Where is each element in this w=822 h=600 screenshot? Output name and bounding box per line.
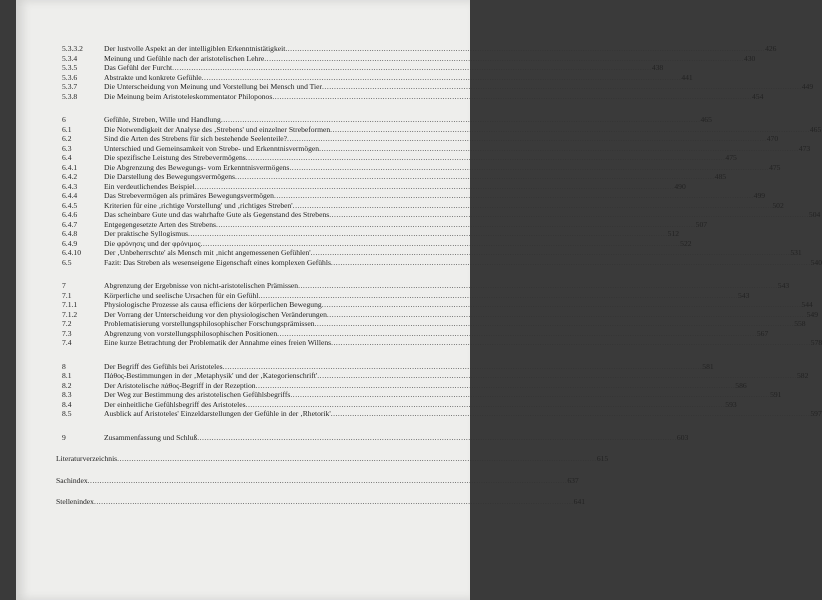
toc-entry-page: 593	[725, 399, 737, 409]
toc-entry-title: Der Weg zur Bestimmung des aristotelischen Gefühlsbegriffs	[104, 390, 291, 399]
toc-entry	[62, 238, 692, 249]
toc-entry-page: 582	[796, 371, 809, 380]
toc-entry	[62, 281, 790, 291]
toc-entry-page: 426	[765, 44, 777, 53]
dot-leader	[319, 144, 799, 154]
toc-entry-page: 475	[769, 162, 781, 172]
dot-leader	[311, 248, 791, 258]
dot-leader	[172, 63, 652, 73]
toc-entry-number: 7.4	[62, 338, 72, 347]
toc-entry-number: 6.4.5	[62, 200, 78, 210]
dot-leader	[88, 476, 568, 486]
toc-entry-page: 549	[806, 309, 818, 319]
toc-entry-title: Die Darstellung des Bewegungsvermögens	[104, 172, 235, 181]
toc-entry-number: 8.3	[62, 390, 72, 399]
toc-entry-title: Unterschied und Gemeinsamkeit von Strebe- und Erkenntnisvermögen	[104, 143, 320, 153]
dot-leader	[258, 291, 738, 301]
toc-entry-number: 8.4	[62, 399, 72, 409]
dot-leader	[200, 239, 680, 249]
dot-leader	[331, 258, 811, 268]
toc-entry	[62, 319, 806, 329]
toc-entry-page: 441	[681, 72, 693, 82]
dot-leader	[322, 300, 802, 310]
dot-leader	[264, 54, 744, 64]
toc-entry-number: 5.3.3.2	[62, 44, 83, 53]
toc-entry	[62, 361, 714, 372]
toc-entry-number: 6.4.4	[62, 191, 78, 200]
dot-leader	[197, 433, 677, 443]
dot-leader	[293, 201, 773, 211]
dot-leader	[285, 44, 765, 54]
dot-leader	[315, 319, 795, 329]
toc-appendix-entry	[56, 475, 579, 486]
toc-chapter-group	[62, 361, 822, 419]
toc-entry-title: Der einheitliche Gefühlsbegriff des Aristoteles	[104, 399, 246, 409]
toc-entry-number: 6	[62, 115, 66, 124]
toc-entry-page: 603	[676, 432, 689, 442]
toc-entry-page: 430	[743, 53, 756, 63]
dot-leader	[221, 115, 701, 125]
toc-entry	[62, 300, 813, 310]
dot-leader	[188, 229, 668, 239]
toc-entry-title: Die spezifische Leistung des Strebevermögens	[104, 153, 246, 162]
toc-entry-title: Literaturverzeichnis	[56, 454, 118, 463]
toc-entry	[62, 124, 822, 135]
toc-entry-page: 558	[794, 319, 806, 328]
toc-entry	[62, 143, 811, 154]
dot-leader	[195, 182, 675, 192]
dot-leader	[277, 329, 757, 339]
toc-entry-page: 531	[790, 248, 802, 257]
book-page	[16, 0, 822, 600]
toc-entry-number: 6.4.10	[62, 248, 81, 257]
toc-entry-page: 544	[801, 300, 813, 309]
toc-entry	[62, 409, 822, 419]
toc-entry	[62, 229, 680, 239]
toc-entry-page: 465	[700, 115, 712, 124]
toc-entry-title: Abgrenzung von vorstellungsphilosophischen Positionen	[104, 328, 278, 338]
toc-entry-page: 581	[702, 361, 714, 371]
toc-entry	[62, 200, 784, 211]
toc-entry-page: 454	[752, 91, 764, 101]
dot-leader	[331, 409, 811, 419]
dot-leader	[246, 153, 726, 163]
dot-leader	[331, 338, 811, 348]
toc-entry	[62, 63, 664, 73]
toc-entry-number: 6.4.7	[62, 219, 78, 229]
toc-entry	[62, 91, 764, 102]
toc-entry	[62, 248, 802, 258]
toc-entry	[62, 44, 777, 54]
toc-entry-title: Kriterien für eine ‚richtige Vorstellung' und ‚richtiges Streben'	[104, 200, 293, 210]
toc-entry-number: 6.4.1	[62, 162, 78, 172]
toc-entry-title: Fazit: Das Streben als wesenseigene Eigenschaft eines komplexen Gefühls	[104, 257, 331, 267]
toc-entry-number: 6.2	[62, 134, 72, 143]
toc-entry-title: Stellenindex	[56, 497, 94, 506]
toc-entry-number: 8	[62, 361, 66, 371]
toc-entry-page: 540	[810, 257, 822, 267]
toc-entry-number: 8.5	[62, 409, 72, 418]
toc-entry-page: 641	[573, 497, 586, 506]
toc-entry-page: 567	[756, 328, 769, 338]
toc-entry-title: Der lustvolle Aspekt an der intelligiblen Erkenntnistätigkeit	[104, 44, 286, 53]
toc-entry	[62, 371, 809, 381]
toc-entry-page: 465	[809, 124, 822, 134]
toc-entry	[62, 219, 708, 230]
toc-entry	[62, 72, 693, 83]
dot-leader	[202, 73, 682, 83]
dot-leader	[117, 454, 597, 464]
toc-entry-title: Der ‚Unbeherrschte' als Mensch mit ‚nicht angemessenen Gefühlen'	[104, 248, 311, 257]
toc-appendix-entry	[56, 454, 609, 464]
toc-entry-number: 7	[62, 281, 66, 290]
toc-entry-title: Das Strebevermögen als primäres Bewegungsvermögen	[104, 191, 274, 200]
toc-entry-page: 615	[596, 454, 609, 463]
toc-entry-page: 470	[766, 134, 779, 143]
toc-entry-number: 5.3.8	[62, 91, 78, 101]
toc-entry	[62, 328, 769, 339]
dot-leader	[272, 92, 752, 102]
toc-entry	[62, 153, 737, 163]
toc-entry-title: Der Begriff des Gefühls bei Aristoteles	[104, 361, 223, 371]
toc-entry	[62, 380, 747, 391]
toc-entry-title: Das Gefühl der Furcht	[104, 63, 173, 72]
dot-leader	[290, 390, 770, 400]
toc-entry-number: 6.3	[62, 143, 72, 153]
toc-entry-page: 504	[808, 210, 821, 219]
dot-leader	[256, 381, 736, 391]
toc-entry	[62, 257, 822, 268]
toc-entry-page: 637	[567, 475, 579, 485]
toc-chapter-group	[62, 281, 822, 348]
toc-entry-title: Die Notwendigkeit der Analyse des ‚Strebens' und einzelner Strebeformen	[104, 124, 331, 134]
toc-entry-number: 6.4	[62, 153, 72, 162]
toc-entry-number: 6.4.6	[62, 210, 78, 219]
toc-chapter-group	[62, 44, 814, 101]
toc-entry	[62, 338, 822, 348]
dot-leader	[216, 220, 696, 230]
toc-entry-number: 7.1.1	[62, 300, 78, 309]
dot-leader	[235, 172, 715, 182]
dot-leader	[322, 82, 802, 92]
toc-entry-page: 507	[695, 219, 708, 229]
toc-entry-title: Sachindex	[56, 475, 88, 485]
toc-entry-number: 6.4.9	[62, 238, 78, 248]
toc-entry	[62, 134, 779, 144]
toc-entry-title: Abstrakte und konkrete Gefühle	[104, 72, 202, 82]
toc-entry-page: 438	[651, 63, 664, 72]
toc-entry-title: Ausblick auf Aristoteles' Einzeldarstellungen der Gefühle in der ‚Rhetorik'	[104, 409, 331, 418]
toc-entry	[62, 172, 727, 182]
toc-entry-page: 586	[735, 380, 747, 390]
toc-entry-title: Die φρόνησις und der φρόνιμος	[104, 238, 201, 248]
toc-entry-page: 578	[810, 338, 822, 347]
toc-entry-page: 475	[725, 153, 737, 162]
toc-entry	[62, 115, 712, 125]
toc-entry-number: 6.5	[62, 257, 72, 267]
toc-chapter-group	[62, 432, 689, 443]
toc-entry-number: 6.4.8	[62, 229, 78, 238]
toc-entry-number: 6.1	[62, 124, 72, 134]
toc-entry-title: Ein verdeutlichendes Beispiel	[104, 181, 195, 191]
toc-entry-title: Der praktische Syllogismus	[104, 229, 188, 238]
dot-leader	[330, 125, 810, 135]
toc-entry	[62, 290, 750, 301]
dot-leader	[298, 281, 778, 291]
toc-entry	[62, 53, 756, 64]
toc-entry-title: Das scheinbare Gute und das wahrhafte Gute als Gegenstand des Strebens	[104, 210, 330, 219]
toc-entry-page: 543	[777, 281, 790, 290]
toc-entry-title: Meinung und Gefühle nach der aristotelischen Lehre	[104, 53, 265, 63]
toc-entry-number: 5.3.6	[62, 72, 78, 82]
toc-entry	[62, 191, 766, 201]
dot-leader	[289, 163, 769, 173]
dot-leader	[317, 371, 797, 381]
toc-entry-number: 5.3.4	[62, 53, 78, 63]
toc-entry-page: 512	[667, 229, 680, 238]
toc-entry-title: Gefühle, Streben, Wille und Handlung	[104, 115, 221, 124]
toc-entry-title: Zusammenfassung und Schluß	[104, 432, 198, 442]
toc-entry-number: 6.4.2	[62, 172, 78, 181]
toc-entry-title: Sind die Arten des Strebens für sich bestehende Seelenteile?	[104, 134, 288, 143]
toc-entry-page: 490	[674, 181, 686, 191]
toc-entry	[62, 82, 814, 92]
toc-entry-title: Abgrenzung der Ergebnisse von nicht-aristotelischen Prämissen	[104, 281, 299, 290]
dot-leader	[94, 497, 574, 507]
toc-entry-page: 485	[714, 172, 727, 181]
toc-entry-number: 7.1	[62, 290, 72, 300]
toc-entry	[62, 399, 737, 410]
toc-chapter-group	[62, 115, 822, 267]
toc-entry-page: 502	[772, 200, 784, 210]
toc-entry-page: 499	[753, 191, 766, 200]
toc-entry-title: Physiologische Prozesse als causa efficiens der körperlichen Bewegung	[104, 300, 322, 309]
toc-entry	[62, 309, 818, 320]
dot-leader	[329, 210, 809, 220]
toc-entry	[62, 390, 782, 400]
toc-entry-title: Der Vorrang der Unterscheidung vor den physiologischen Veränderungen	[104, 309, 327, 319]
toc-entry-title: Problematisierung vorstellungsphilosophischer Forschungsprämissen	[104, 319, 315, 328]
toc-entry-title: Die Unterscheidung von Meinung und Vorstellung bei Mensch und Tier	[104, 82, 323, 91]
toc-entry-number: 8.1	[62, 371, 72, 380]
toc-entry-number: 5.3.7	[62, 82, 78, 91]
toc-entry	[62, 181, 686, 192]
dot-leader	[246, 400, 726, 410]
toc-entry	[62, 210, 821, 220]
toc-entry-number: 8.2	[62, 380, 72, 390]
toc-entry-page: 522	[680, 238, 692, 248]
toc-entry-title: Πάθος-Bestimmungen in der ‚Metaphysik' und der ‚Kategorienschrift'	[104, 371, 318, 380]
toc-entry-title: Entgegengesetzte Arten des Strebens	[104, 219, 216, 229]
toc-entry-title: Körperliche und seelische Ursachen für ein Gefühl	[104, 290, 259, 300]
table-of-contents	[56, 44, 822, 507]
toc-entry-title: Die Abgrenzung des Bewegungs- vom Erkenntnisvermögens	[104, 162, 290, 172]
toc-entry-page: 597	[810, 409, 822, 418]
toc-entry-title: Eine kurze Betrachtung der Problematik der Annahme eines freien Willens	[104, 338, 332, 347]
toc-entry-number: 7.3	[62, 328, 72, 338]
toc-entry-page: 543	[738, 290, 750, 300]
toc-entry	[62, 162, 781, 173]
dot-leader	[223, 362, 703, 372]
toc-entry-number: 7.2	[62, 319, 72, 328]
toc-entry	[62, 432, 689, 443]
toc-entry-number: 6.4.3	[62, 181, 78, 191]
toc-entry-number: 7.1.2	[62, 309, 78, 319]
toc-entry-number: 5.3.5	[62, 63, 78, 72]
toc-entry-title: Der Aristotelische πάθος-Begriff in der Rezeption	[104, 380, 256, 390]
toc-entry-page: 449	[801, 82, 814, 91]
toc-entry-page: 591	[770, 390, 782, 399]
toc-entry-number: 9	[62, 432, 66, 442]
dot-leader	[274, 191, 754, 201]
dot-leader	[287, 134, 767, 144]
dot-leader	[327, 310, 807, 320]
toc-entry-page: 473	[798, 143, 811, 153]
toc-appendix-entry	[56, 497, 586, 507]
toc-entry-title: Die Meinung beim Aristoteleskommentator Philoponos	[104, 91, 273, 101]
